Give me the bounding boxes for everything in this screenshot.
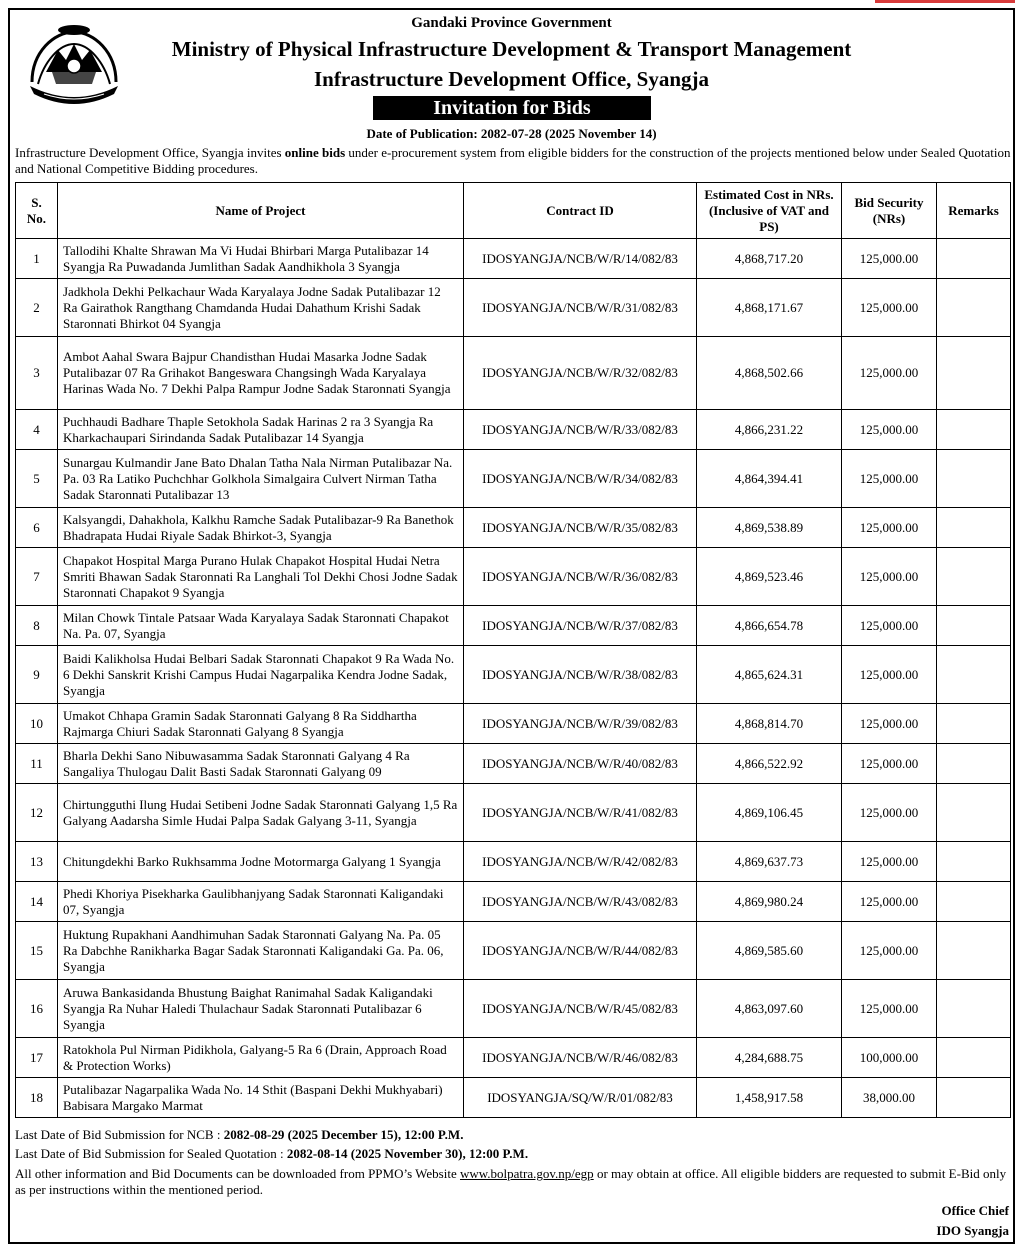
row-bid-security: 125,000.00 xyxy=(842,606,937,646)
intro-text-start: Infrastructure Development Office, Syangja invites xyxy=(15,145,285,160)
table-row xyxy=(16,646,1011,704)
sq-deadline xyxy=(15,1146,1012,1162)
row-remarks xyxy=(937,704,1011,744)
row-project-name: Chapakot Hospital Marga Purano Hulak Chapakot Hospital Hudai Netra Smriti Bhawan Sadak Staronnati Ra Langhali Tol Dekhi Chosi Jodne Sadak Staronnati Chapakot 9 Syangja xyxy=(58,548,464,606)
row-sn: 2 xyxy=(16,279,58,337)
row-bid-security: 125,000.00 xyxy=(842,279,937,337)
row-estimated-cost: 4,869,523.46 xyxy=(697,548,842,606)
table-row xyxy=(16,606,1011,646)
row-sn: 6 xyxy=(16,508,58,548)
row-estimated-cost: 4,868,171.67 xyxy=(697,279,842,337)
table-header-row xyxy=(16,183,1011,239)
row-contract-id: IDOSYANGJA/NCB/W/R/42/082/83 xyxy=(464,842,697,882)
row-contract-id: IDOSYANGJA/NCB/W/R/41/082/83 xyxy=(464,784,697,842)
ncb-deadline xyxy=(15,1127,1012,1143)
row-estimated-cost: 4,869,106.45 xyxy=(697,784,842,842)
signatory-title: Office Chief xyxy=(941,1203,1009,1218)
row-bid-security: 125,000.00 xyxy=(842,450,937,508)
row-bid-security: 125,000.00 xyxy=(842,842,937,882)
header-bid-security: Bid Security (NRs) xyxy=(842,183,937,239)
row-project-name: Sunargau Kulmandir Jane Bato Dhalan Tatha Nala Nirman Putalibazar Na. Pa. 03 Ra Latiko Puchchhar Golkhola Simalgaira Culvert Nirman Tatha Sadak Staronnati Putalibazar 13 xyxy=(58,450,464,508)
row-estimated-cost: 4,865,624.31 xyxy=(697,646,842,704)
row-contract-id: IDOSYANGJA/NCB/W/R/39/082/83 xyxy=(464,704,697,744)
row-estimated-cost: 4,868,717.20 xyxy=(697,239,842,279)
row-estimated-cost: 1,458,917.58 xyxy=(697,1078,842,1118)
row-sn: 11 xyxy=(16,744,58,784)
table-row xyxy=(16,450,1011,508)
row-remarks xyxy=(937,450,1011,508)
row-estimated-cost: 4,863,097.60 xyxy=(697,980,842,1038)
row-remarks xyxy=(937,239,1011,279)
header-project-name: Name of Project xyxy=(58,183,464,239)
header-estimated-cost: Estimated Cost in NRs. (Inclusive of VAT and PS) xyxy=(697,183,842,239)
row-contract-id: IDOSYANGJA/NCB/W/R/45/082/83 xyxy=(464,980,697,1038)
row-project-name: Phedi Khoriya Pisekharka Gaulibhanjyang Sadak Staronnati Kaligandaki 07, Syangja xyxy=(58,882,464,922)
bids-table xyxy=(15,182,1011,1118)
table-row xyxy=(16,882,1011,922)
publication-date: Date of Publication: 2082-07-28 (2025 November 14) xyxy=(366,126,657,141)
row-project-name: Aruwa Bankasidanda Bhustung Baighat Ranimahal Sadak Kaligandaki Syangja Ra Nuhar Haledi Thulachaur Sadak Staronnati Putalibazar 6 Syangja xyxy=(58,980,464,1038)
ncb-deadline-label: Last Date of Bid Submission for NCB : xyxy=(15,1127,224,1142)
row-remarks xyxy=(937,337,1011,410)
row-sn: 1 xyxy=(16,239,58,279)
row-contract-id: IDOSYANGJA/NCB/W/R/31/082/83 xyxy=(464,279,697,337)
row-sn: 3 xyxy=(16,337,58,410)
row-estimated-cost: 4,868,502.66 xyxy=(697,337,842,410)
row-estimated-cost: 4,869,538.89 xyxy=(697,508,842,548)
ministry-name: Ministry of Physical Infrastructure Development & Transport Management xyxy=(171,37,852,61)
row-sn: 8 xyxy=(16,606,58,646)
table-row xyxy=(16,239,1011,279)
row-estimated-cost: 4,869,585.60 xyxy=(697,922,842,980)
nepal-coat-of-arms-icon xyxy=(24,22,124,108)
info-text-end: or may obtain at office. All eligible bidders are requested to submit E-Bid only as per instructions within the mentioned period. xyxy=(15,1166,1007,1197)
row-remarks xyxy=(937,842,1011,882)
header-contract-id: Contract ID xyxy=(464,183,697,239)
info-paragraph xyxy=(15,1166,1012,1198)
row-contract-id: IDOSYANGJA/NCB/W/R/33/082/83 xyxy=(464,410,697,450)
row-bid-security: 125,000.00 xyxy=(842,410,937,450)
row-project-name: Baidi Kalikholsa Hudai Belbari Sadak Staronnati Chapakot 9 Ra Wada No. 6 Dekhi Sanskrit Krishi Campus Hudai Nagarpalika Kendra Jodne Sadak, Syangja xyxy=(58,646,464,704)
row-sn: 14 xyxy=(16,882,58,922)
row-remarks xyxy=(937,980,1011,1038)
row-project-name: Huktung Rupakhani Aandhimuhan Sadak Staronnati Galyang Na. Pa. 05 Ra Dabchhe Ranikharka Bagar Sadak Staronnati Kaligandaki Ga. Pa. 06, Syangja xyxy=(58,922,464,980)
row-bid-security: 125,000.00 xyxy=(842,548,937,606)
row-contract-id: IDOSYANGJA/NCB/W/R/44/082/83 xyxy=(464,922,697,980)
row-project-name: Milan Chowk Tintale Patsaar Wada Karyalaya Sadak Staronnati Chapakot Na. Pa. 07, Syangja xyxy=(58,606,464,646)
row-estimated-cost: 4,864,394.41 xyxy=(697,450,842,508)
row-bid-security: 125,000.00 xyxy=(842,744,937,784)
row-bid-security: 125,000.00 xyxy=(842,704,937,744)
row-sn: 17 xyxy=(16,1038,58,1078)
row-sn: 7 xyxy=(16,548,58,606)
row-project-name: Putalibazar Nagarpalika Wada No. 14 Sthit (Baspani Dekhi Mukhyabari) Babisara Margako Marmat xyxy=(58,1078,464,1118)
row-sn: 16 xyxy=(16,980,58,1038)
table-row xyxy=(16,1038,1011,1078)
row-project-name: Ambot Aahal Swara Bajpur Chandisthan Hudai Masarka Jodne Sadak Putalibazar 07 Ra Grihakot Bangeswara Changsingh Wada Karyalaya Harinas Wada No. 7 Dekhi Palpa Rampur Jodne Sadak Staronnati Syangja xyxy=(58,337,464,410)
ppmo-website-link[interactable]: www.bolpatra.gov.np/egp xyxy=(459,1166,594,1181)
row-bid-security: 125,000.00 xyxy=(842,646,937,704)
office-name: Infrastructure Development Office, Syangja xyxy=(313,67,710,91)
table-row xyxy=(16,704,1011,744)
row-remarks xyxy=(937,646,1011,704)
row-remarks xyxy=(937,606,1011,646)
ncb-deadline-date: 2082-08-29 (2025 December 15), 12:00 P.M. xyxy=(223,1127,464,1142)
intro-paragraph xyxy=(15,145,1012,177)
row-remarks xyxy=(937,784,1011,842)
row-contract-id: IDOSYANGJA/NCB/W/R/35/082/83 xyxy=(464,508,697,548)
row-remarks xyxy=(937,744,1011,784)
intro-text-bold: online bids xyxy=(284,145,346,160)
row-contract-id: IDOSYANGJA/NCB/W/R/38/082/83 xyxy=(464,646,697,704)
row-remarks xyxy=(937,548,1011,606)
info-text-start: All other information and Bid Documents can be downloaded from PPMO’s Website xyxy=(15,1166,460,1181)
row-bid-security: 125,000.00 xyxy=(842,980,937,1038)
row-remarks xyxy=(937,882,1011,922)
table-row xyxy=(16,980,1011,1038)
row-estimated-cost: 4,866,522.92 xyxy=(697,744,842,784)
table-row xyxy=(16,337,1011,410)
row-project-name: Tallodihi Khalte Shrawan Ma Vi Hudai Bhirbari Marga Putalibazar 14 Syangja Ra Puwadanda Jumlithan Sadak Aandhikhola 3 Syangja xyxy=(58,239,464,279)
row-remarks xyxy=(937,279,1011,337)
table-row xyxy=(16,548,1011,606)
row-contract-id: IDOSYANGJA/NCB/W/R/36/082/83 xyxy=(464,548,697,606)
table-row xyxy=(16,279,1011,337)
row-sn: 12 xyxy=(16,784,58,842)
row-sn: 15 xyxy=(16,922,58,980)
row-bid-security: 125,000.00 xyxy=(842,508,937,548)
row-contract-id: IDOSYANGJA/NCB/W/R/34/082/83 xyxy=(464,450,697,508)
row-estimated-cost: 4,869,980.24 xyxy=(697,882,842,922)
row-remarks xyxy=(937,410,1011,450)
row-bid-security: 125,000.00 xyxy=(842,882,937,922)
header-sn: S. No. xyxy=(16,183,58,239)
row-contract-id: IDOSYANGJA/NCB/W/R/32/082/83 xyxy=(464,337,697,410)
table-row xyxy=(16,922,1011,980)
row-bid-security: 125,000.00 xyxy=(842,784,937,842)
table-row xyxy=(16,1078,1011,1118)
sq-deadline-label: Last Date of Bid Submission for Sealed Quotation : xyxy=(15,1146,287,1161)
row-contract-id: IDOSYANGJA/SQ/W/R/01/082/83 xyxy=(464,1078,697,1118)
row-remarks xyxy=(937,508,1011,548)
row-project-name: Jadkhola Dekhi Pelkachaur Wada Karyalaya Jodne Sadak Putalibazar 12 Ra Gairathok Rangthang Chamdanda Hudai Dahathum Krishi Sadak Staronnati Bhirkot 04 Syangja xyxy=(58,279,464,337)
header-remarks: Remarks xyxy=(937,183,1011,239)
row-project-name: Chirtungguthi Ilung Hudai Setibeni Jodne Sadak Staronnati Galyang 1,5 Ra Galyang Aadarsha Simle Hudai Palpa Sadak Galyang 3-11, Syangja xyxy=(58,784,464,842)
row-sn: 4 xyxy=(16,410,58,450)
row-contract-id: IDOSYANGJA/NCB/W/R/46/082/83 xyxy=(464,1038,697,1078)
row-sn: 18 xyxy=(16,1078,58,1118)
corner-accent xyxy=(875,0,1015,3)
row-sn: 5 xyxy=(16,450,58,508)
row-remarks xyxy=(937,922,1011,980)
row-project-name: Puchhaudi Badhare Thaple Setokhola Sadak Harinas 2 ra 3 Syangja Ra Kharkachaupari Sirindanda Sadak Putalibazar 14 Syangja xyxy=(58,410,464,450)
table-row xyxy=(16,784,1011,842)
province-name: Gandaki Province Government xyxy=(411,15,612,31)
row-estimated-cost: 4,869,637.73 xyxy=(697,842,842,882)
table-body xyxy=(16,239,1011,1118)
row-project-name: Ratokhola Pul Nirman Pidikhola, Galyang-5 Ra 6 (Drain, Approach Road & Protection Works) xyxy=(58,1038,464,1078)
row-estimated-cost: 4,866,231.22 xyxy=(697,410,842,450)
row-estimated-cost: 4,284,688.75 xyxy=(697,1038,842,1078)
row-bid-security: 125,000.00 xyxy=(842,922,937,980)
intro-text-end: under e-procurement system from eligible bidders for the construction of the projects mentioned below under Sealed Quotation and National Competitive Bidding procedures. xyxy=(15,145,1011,176)
row-contract-id: IDOSYANGJA/NCB/W/R/40/082/83 xyxy=(464,744,697,784)
table-row xyxy=(16,410,1011,450)
table-row xyxy=(16,744,1011,784)
row-bid-security: 38,000.00 xyxy=(842,1078,937,1118)
row-sn: 13 xyxy=(16,842,58,882)
sq-deadline-date: 2082-08-14 (2025 November 30), 12:00 P.M. xyxy=(286,1146,529,1161)
row-project-name: Kalsyangdi, Dahakhola, Kalkhu Ramche Sadak Putalibazar-9 Ra Banethok Bhadrapata Hudai Riyale Sadak Bhirkot-3, Syangja xyxy=(58,508,464,548)
row-sn: 10 xyxy=(16,704,58,744)
row-sn: 9 xyxy=(16,646,58,704)
row-estimated-cost: 4,868,814.70 xyxy=(697,704,842,744)
row-project-name: Umakot Chhapa Gramin Sadak Staronnati Galyang 8 Ra Siddhartha Rajmarga Chiuri Sadak Staronnati Galyang 8 Syangja xyxy=(58,704,464,744)
row-contract-id: IDOSYANGJA/NCB/W/R/43/082/83 xyxy=(464,882,697,922)
row-bid-security: 125,000.00 xyxy=(842,239,937,279)
row-remarks xyxy=(937,1038,1011,1078)
row-contract-id: IDOSYANGJA/NCB/W/R/37/082/83 xyxy=(464,606,697,646)
row-remarks xyxy=(937,1078,1011,1118)
row-estimated-cost: 4,866,654.78 xyxy=(697,606,842,646)
table-row xyxy=(16,508,1011,548)
row-contract-id: IDOSYANGJA/NCB/W/R/14/082/83 xyxy=(464,239,697,279)
table-row xyxy=(16,842,1011,882)
signatory-office: IDO Syangja xyxy=(936,1223,1009,1238)
row-project-name: Chitungdekhi Barko Rukhsamma Jodne Motormarga Galyang 1 Syangja xyxy=(58,842,464,882)
row-bid-security: 100,000.00 xyxy=(842,1038,937,1078)
row-bid-security: 125,000.00 xyxy=(842,337,937,410)
row-project-name: Bharla Dekhi Sano Nibuwasamma Sadak Staronnati Galyang 4 Ra Sangaliya Thulogau Dalit Basti Sadak Staronnati Galyang 09 xyxy=(58,744,464,784)
notice-title: Invitation for Bids xyxy=(373,96,651,120)
